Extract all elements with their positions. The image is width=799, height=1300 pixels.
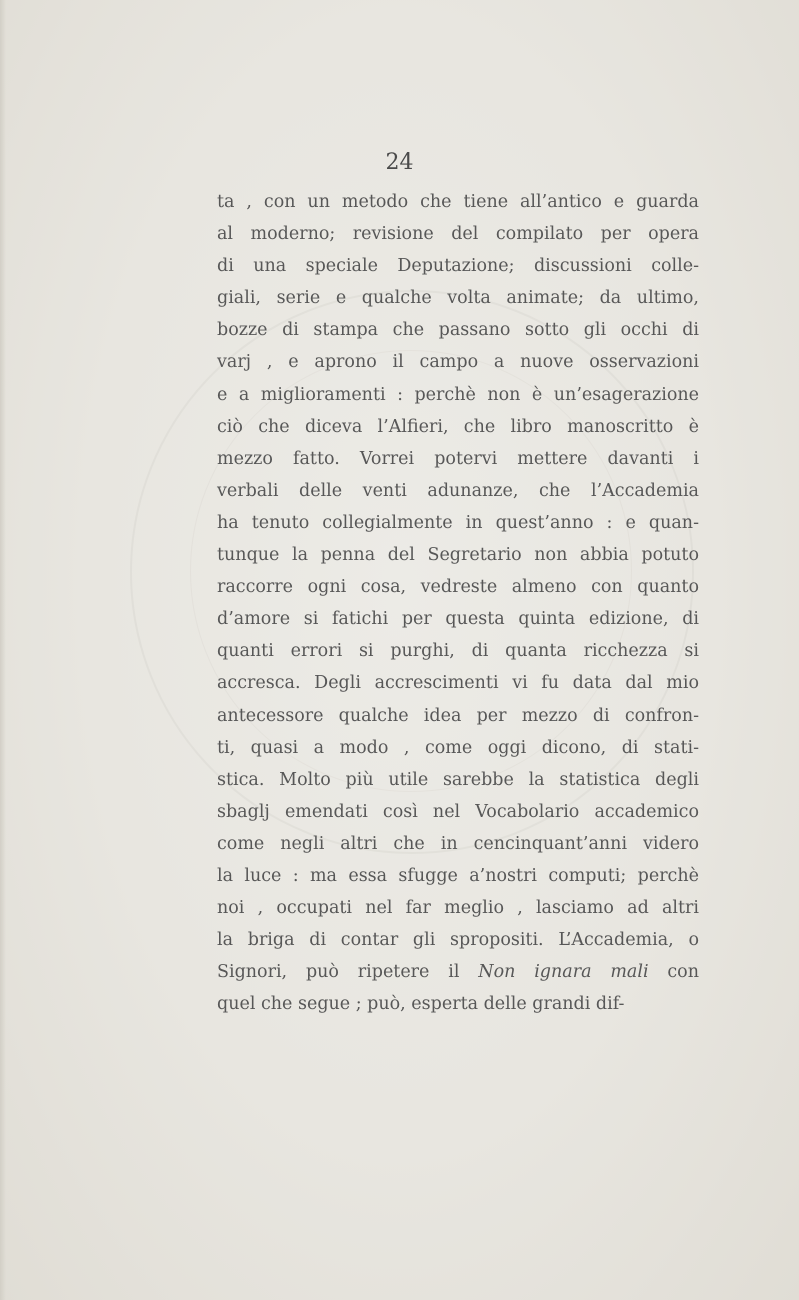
text-line: tunque la penna del Segretario non abbia potuto xyxy=(217,545,699,566)
line-end: con xyxy=(648,962,699,983)
text-line: ciò che diceva l’Alfieri, che libro manoscritto è xyxy=(217,416,699,437)
text-line: raccorre ogni cosa, vedreste almeno con quanto xyxy=(217,577,699,598)
text-line: quanti errori si purghi, di quanta ricchezza si xyxy=(217,641,699,662)
text-line: noi , occupati nel far meglio , lasciamo ad altri xyxy=(217,898,699,919)
text-line-with-quote xyxy=(217,956,699,988)
line-start: Signori, può ripetere il xyxy=(217,962,479,983)
text-line: antecessore qualche idea per mezzo di confron- xyxy=(217,705,699,726)
page-number: 24 xyxy=(385,150,414,175)
text-line: al moderno; revisione del compilato per opera xyxy=(217,224,699,245)
text-line: mezzo fatto. Vorrei potervi mettere davanti i xyxy=(217,448,699,469)
text-line: la briga di contar gli spropositi. L’Accademia, o xyxy=(217,930,699,951)
text-line: varj , e aprono il campo a nuove osservazioni xyxy=(217,352,699,373)
text-line: giali, serie e qualche volta animate; da ultimo, xyxy=(217,288,699,309)
text-line: d’amore si fatichi per questa quinta edizione, di xyxy=(217,609,699,630)
text-line: accresca. Degli accrescimenti vi fu data dal mio xyxy=(217,673,699,694)
text-line: ha tenuto collegialmente in quest’anno : e quan- xyxy=(217,512,699,533)
latin-quote: Non ignara mali xyxy=(478,962,649,983)
text-line: bozze di stampa che passano sotto gli occhi di xyxy=(217,320,699,341)
text-line: di una speciale Deputazione; discussioni colle- xyxy=(217,256,699,277)
body-text xyxy=(217,186,699,1020)
text-line: la luce : ma essa sfugge a’nostri computi; perchè xyxy=(217,865,699,886)
text-line: ti, quasi a modo , come oggi dicono, di stati- xyxy=(217,737,699,758)
text-line: e a miglioramenti : perchè non è un’esagerazione xyxy=(217,384,699,405)
page-binding-shadow xyxy=(0,0,6,1300)
text-line: come negli altri che in cencinquant’anni videro xyxy=(217,833,699,854)
text-line: stica. Molto più utile sarebbe la statistica degli xyxy=(217,769,699,790)
text-line: ta , con un metodo che tiene all’antico e guarda xyxy=(217,192,699,212)
text-line: sbaglj emendati così nel Vocabolario accademico xyxy=(217,801,699,822)
text-line-last: quel che segue ; può, esperta delle grandi dif- xyxy=(217,994,625,1015)
text-line: verbali delle venti adunanze, che l’Accademia xyxy=(217,480,699,501)
